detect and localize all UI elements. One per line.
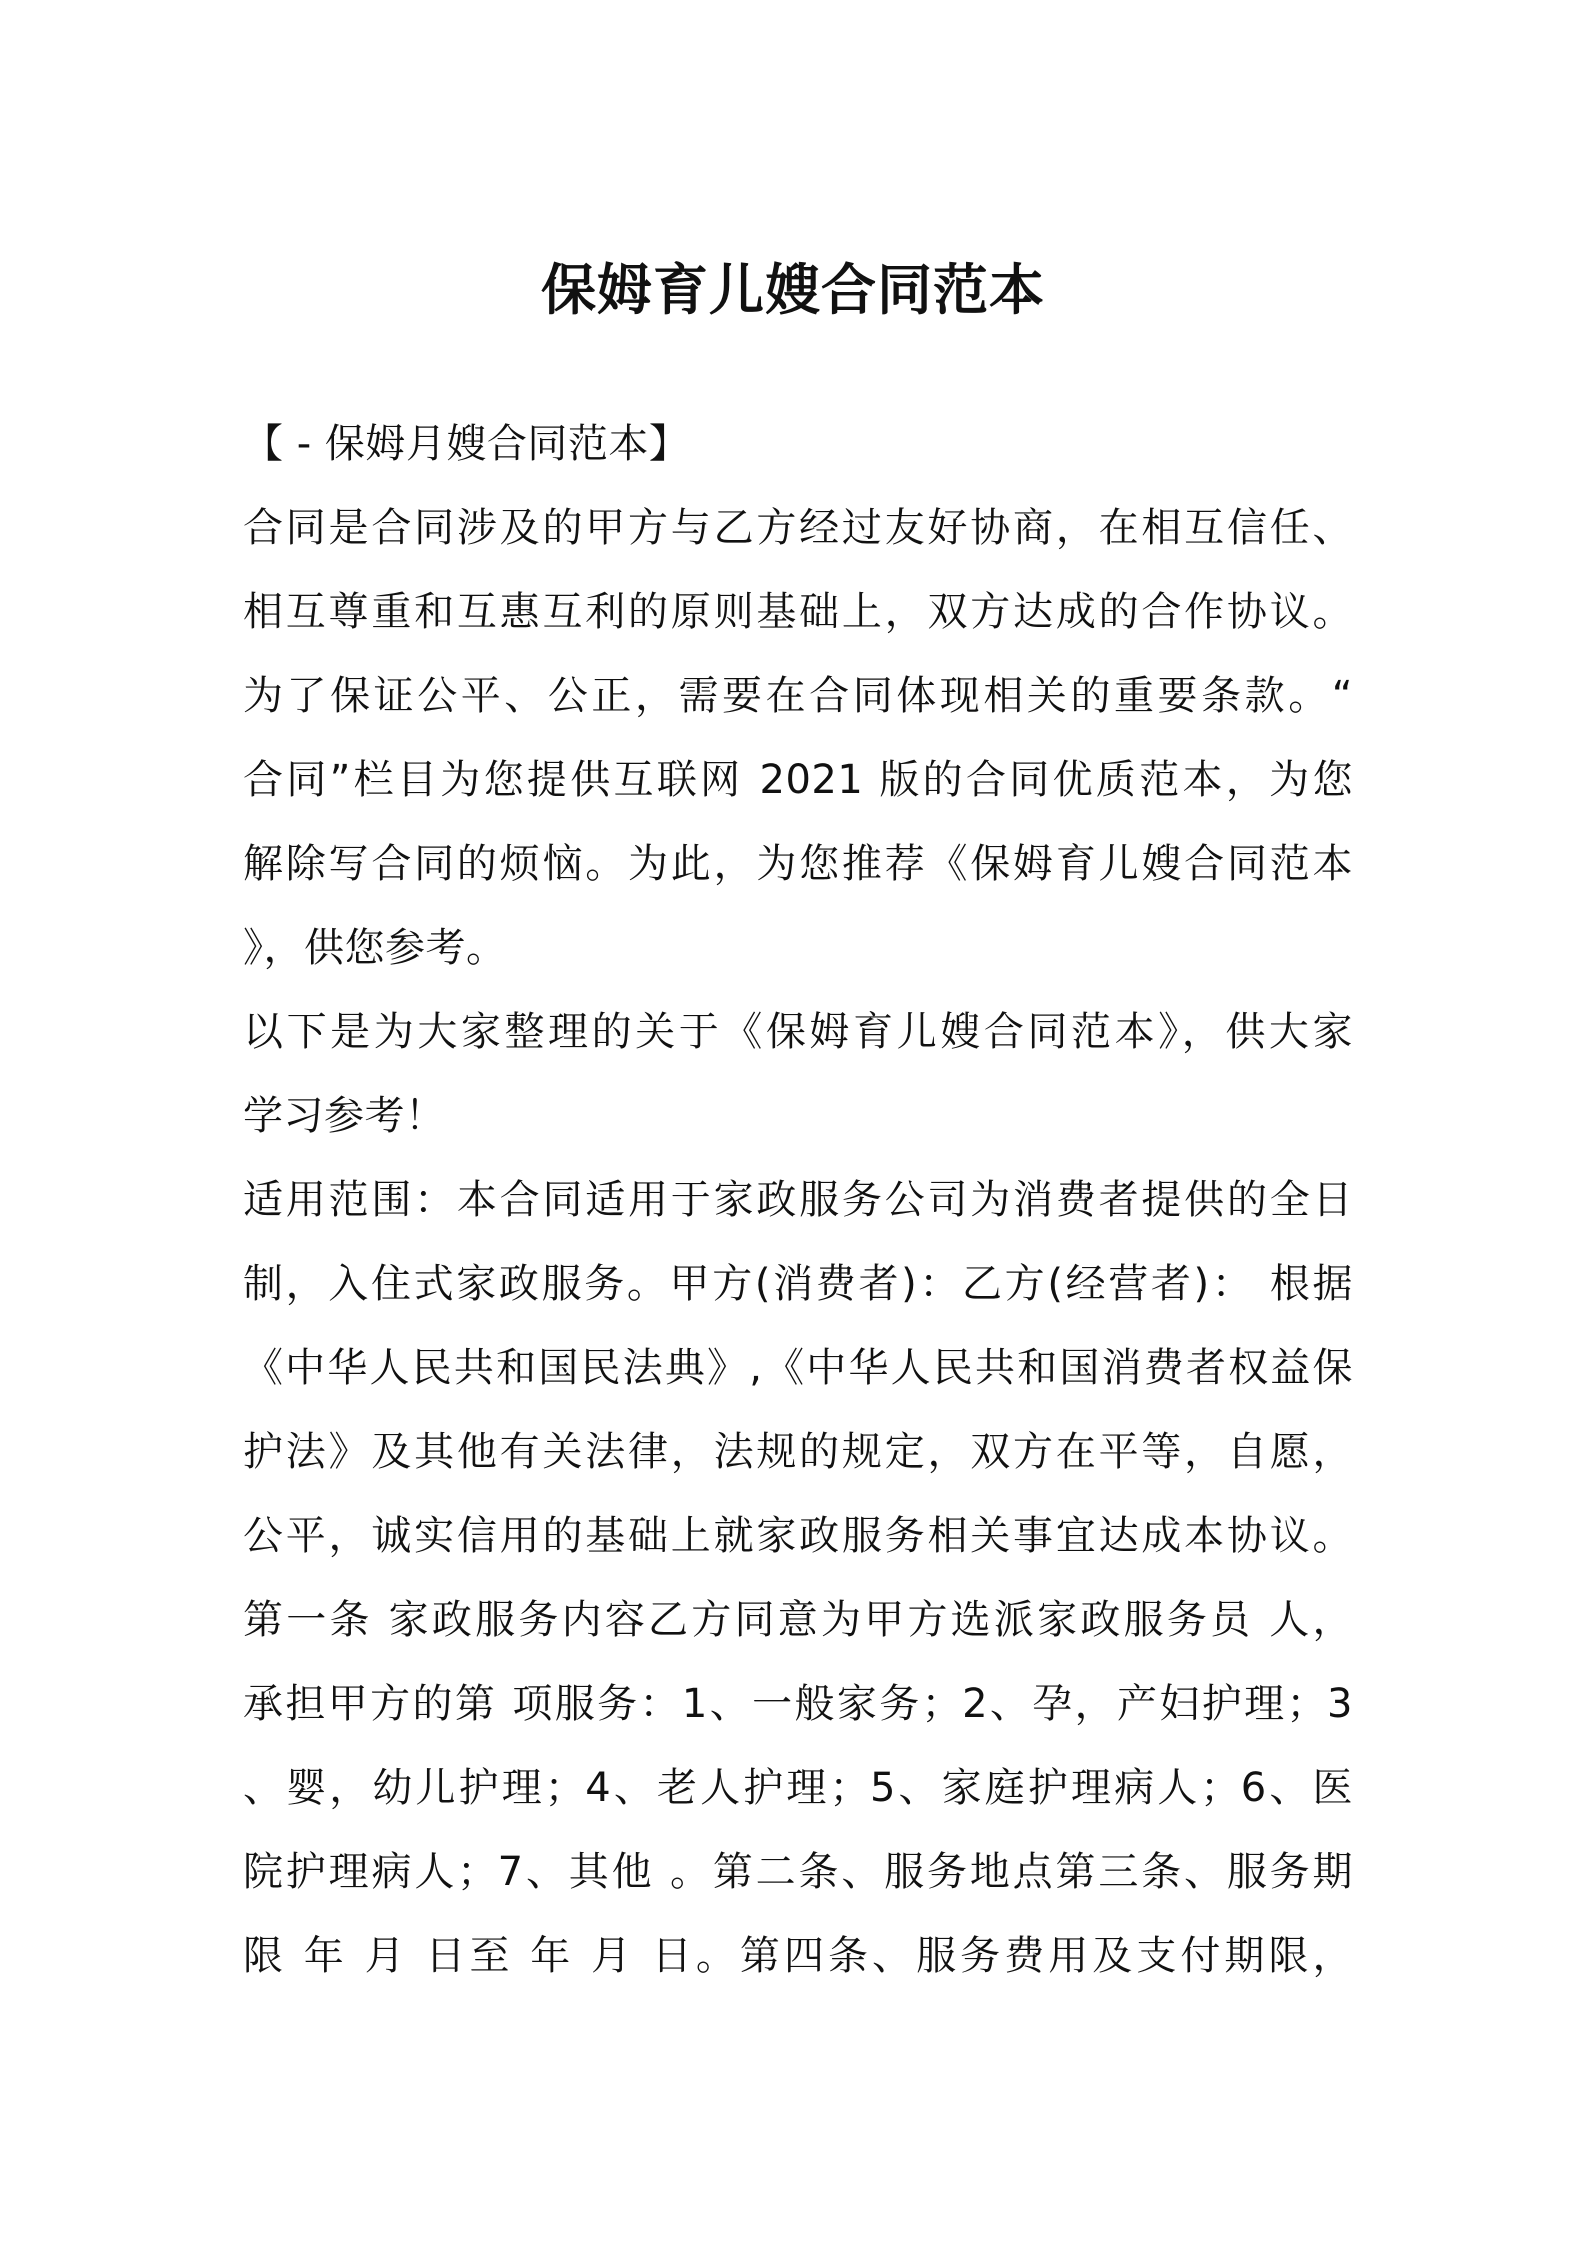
paragraph-line: 承担甲方的第 项服务：1、一般家务；2、孕，产妇护理；3 [243,1681,1353,1727]
paragraph-line: 合同是合同涉及的甲方与乙方经过友好协商，在相互信任、 [243,505,1353,551]
paragraph-line: 解除写合同的烦恼。为此，为您推荐《保姆育儿嫂合同范本 [243,841,1353,887]
paragraph-line: 制，入住式家政服务。甲方(消费者)：乙方(经营者)： 根据 [243,1261,1353,1307]
paragraph-line: 以下是为大家整理的关于《保姆育儿嫂合同范本》，供大家 [243,1009,1353,1055]
paragraph-line: 相互尊重和互惠互利的原则基础上，双方达成的合作协议。 [243,589,1353,635]
section-heading: 【 - 保姆月嫂合同范本】 [243,421,690,467]
paragraph-line: 》，供您参考。 [243,925,507,971]
paragraph-line: 公平，诚实信用的基础上就家政服务相关事宜达成本协议。 [243,1513,1353,1559]
paragraph-line: 第一条 家政服务内容乙方同意为甲方选派家政服务员 人， [243,1597,1353,1643]
paragraph-line: 护法》及其他有关法律，法规的规定，双方在平等，自愿， [243,1429,1353,1475]
paragraph-line: 《中华人民共和国民法典》,《中华人民共和国消费者权益保 [243,1345,1353,1391]
paragraph-line: 、婴，幼儿护理；4、老人护理；5、家庭护理病人；6、医 [243,1765,1353,1811]
document-body [243,402,1353,1998]
paragraph-line: 适用范围：本合同适用于家政服务公司为消费者提供的全日 [243,1177,1353,1223]
paragraph-line: 为了保证公平、公正，需要在合同体现相关的重要条款。“ [243,673,1353,719]
document-title: 保姆育儿嫂合同范本 [540,258,1045,322]
paragraph-line: 院护理病人；7、其他 。第二条、服务地点第三条、服务期 [243,1849,1353,1895]
paragraph-line: 限 年 月 日至 年 月 日。第四条、服务费用及支付期限， [243,1933,1353,1979]
paragraph-line: 合同”栏目为您提供互联网 2021 版的合同优质范本，为您 [243,757,1353,803]
paragraph-line: 学习参考！ [243,1093,446,1139]
